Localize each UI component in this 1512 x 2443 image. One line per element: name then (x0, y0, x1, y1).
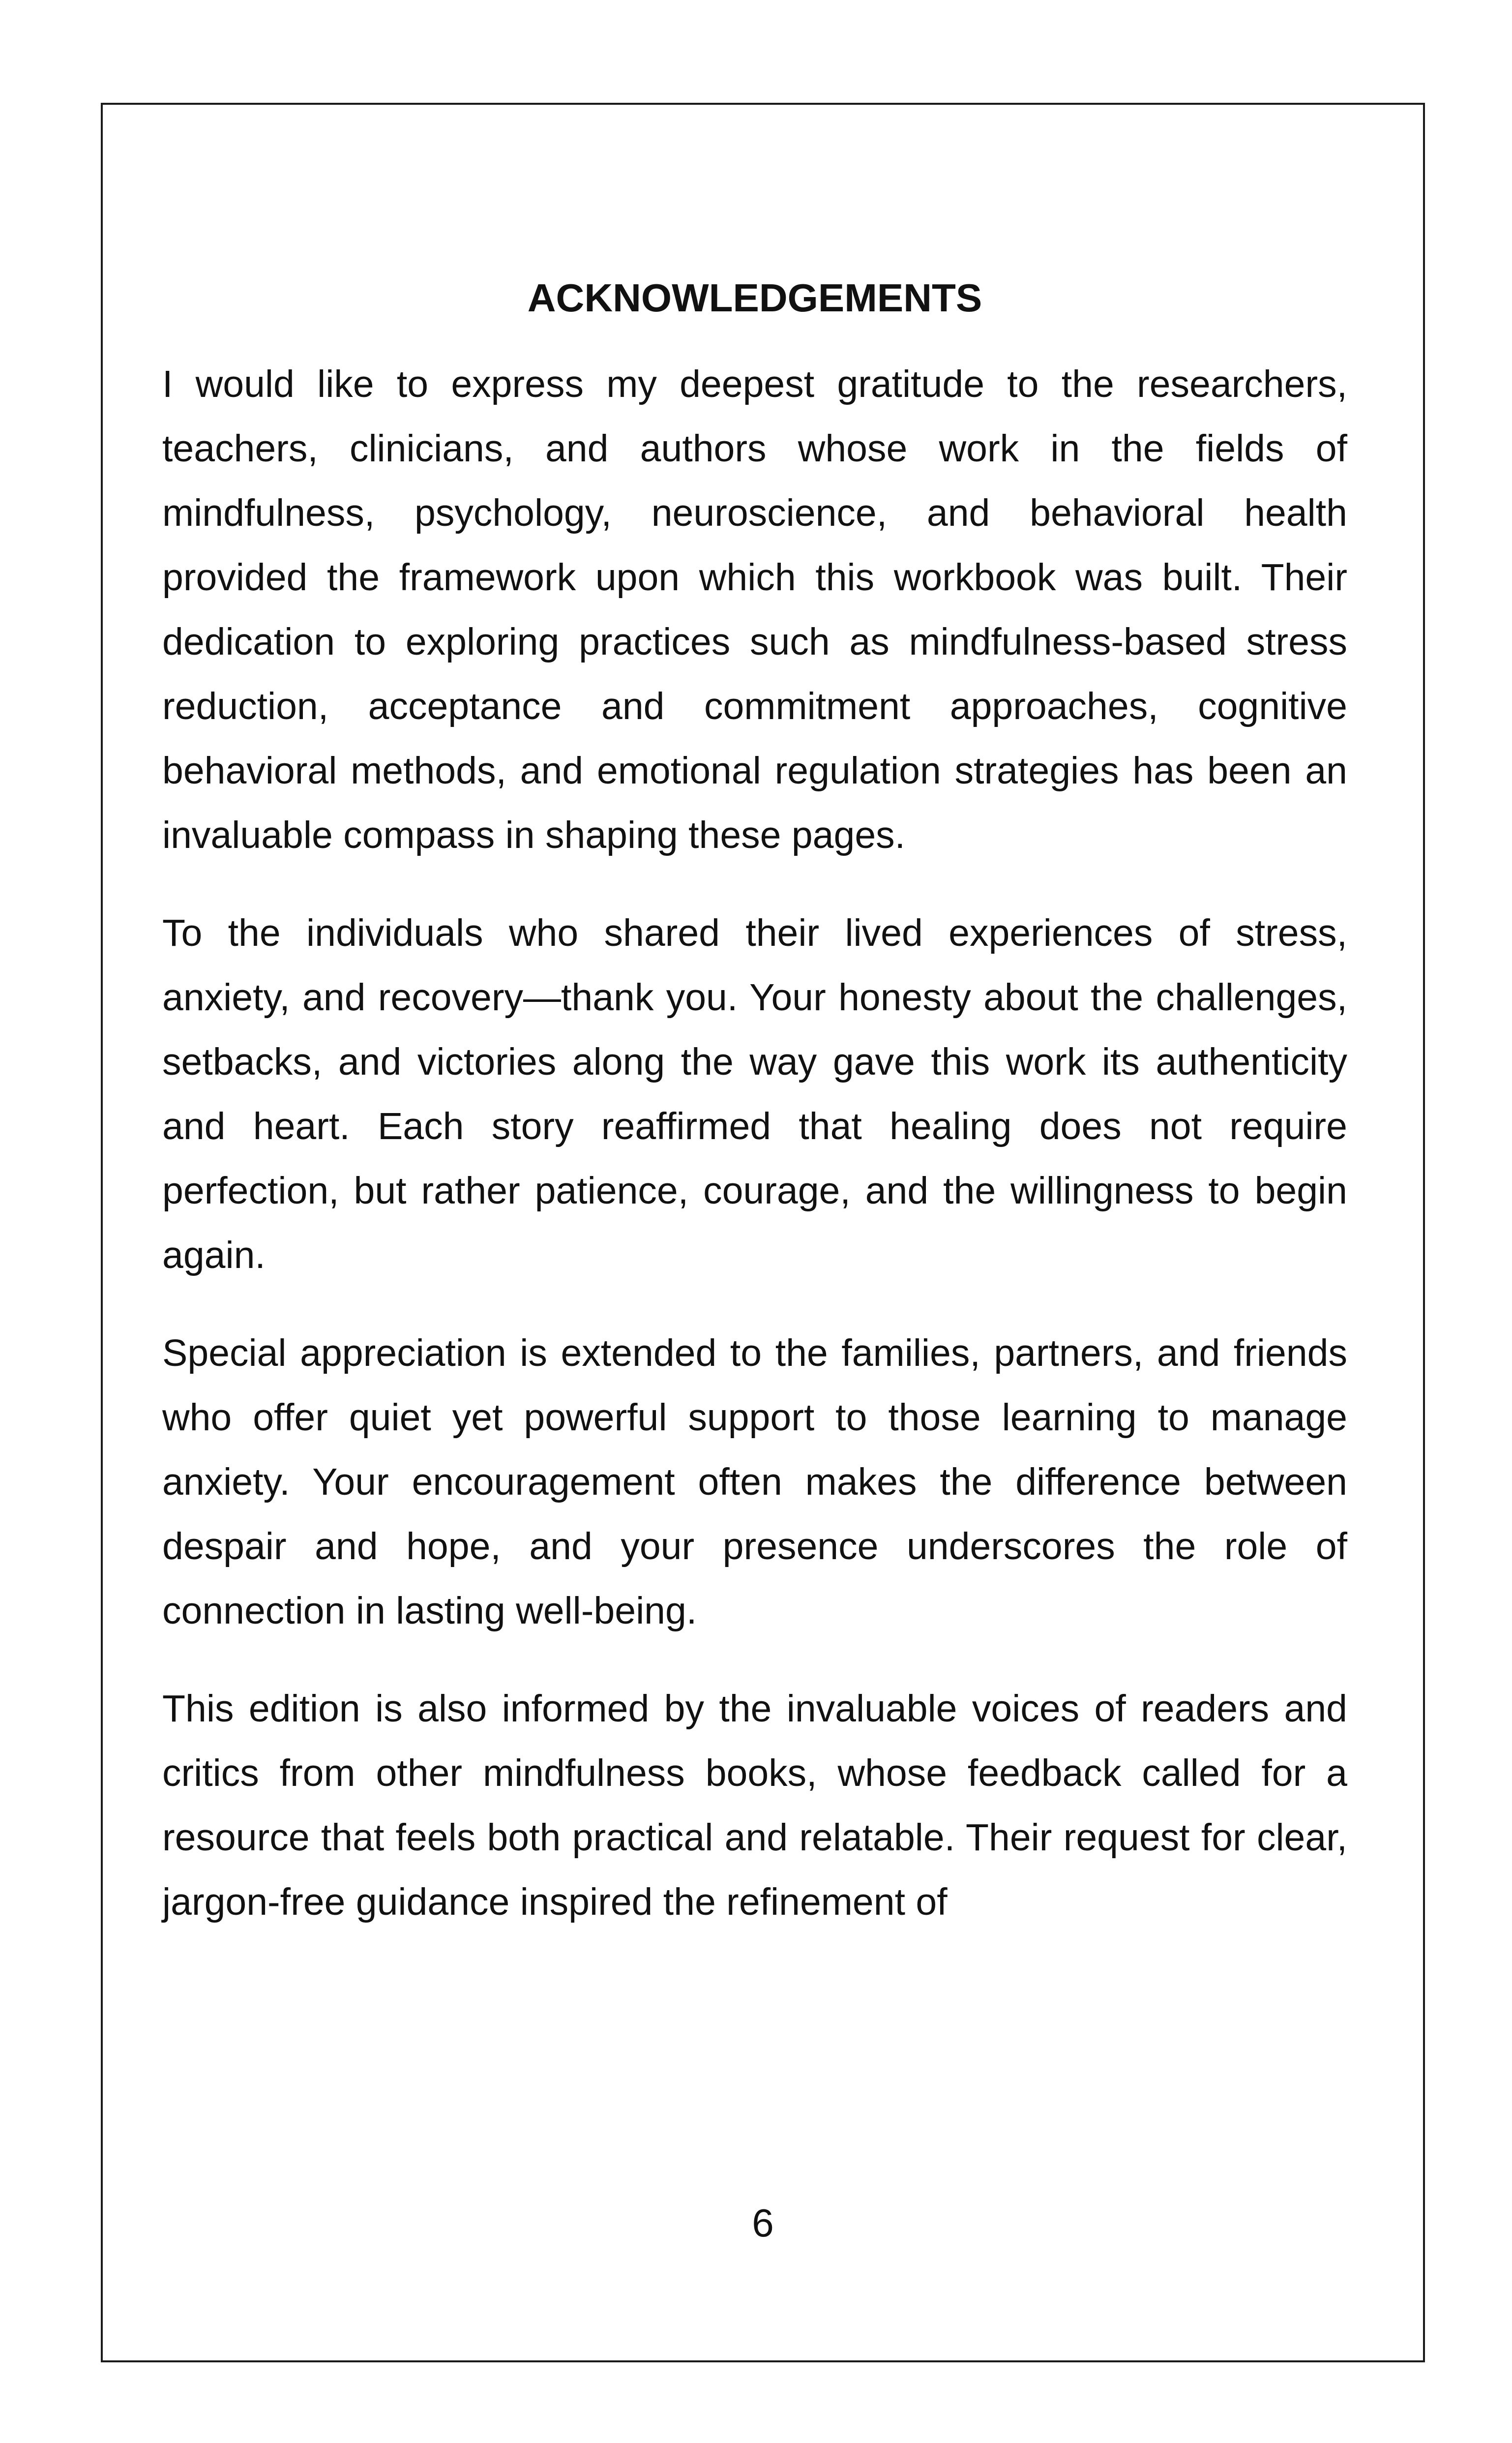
paragraph-4: This edition is also informed by the invaluable voices of readers and critics from other mindfulness books, whose feedback called for a resource that feels both practical and relatable. Their request for clear, jargon-free guidance inspired the refinement of (162, 1688, 1347, 1923)
paragraph-3: Special appreciation is extended to the families, partners, and friends who offer quiet yet powerful support to those learning to manage anxiety. Your encouragement often makes the difference between despair and hope, and your presence underscores the role of connection in lasting well-being. (162, 1332, 1347, 1632)
page-content (162, 273, 1347, 1968)
paragraph-1: I would like to express my deepest gratitude to the researchers, teachers, clinicians, and authors whose work in the fields of mindfulness, psychology, neuroscience, and behavioral health provided the framework upon which this workbook was built. Their dedication to exploring practices such as mindfulness-based stress reduction, acceptance and commitment approaches, cognitive behavioral methods, and emotional regulation strategies has been an invaluable compass in shaping these pages. (162, 363, 1347, 856)
page-title: ACKNOWLEDGEMENTS (527, 276, 982, 320)
page-number: 6 (752, 2201, 774, 2245)
paragraph-2: To the individuals who shared their lived experiences of stress, anxiety, and recovery—thank you. Your honesty about the challenges, setbacks, and victories along the way gave this work its authenticity and heart. Each story reaffirmed that healing does not require perfection, but rather patience, courage, and the willingness to begin again. (162, 912, 1347, 1276)
